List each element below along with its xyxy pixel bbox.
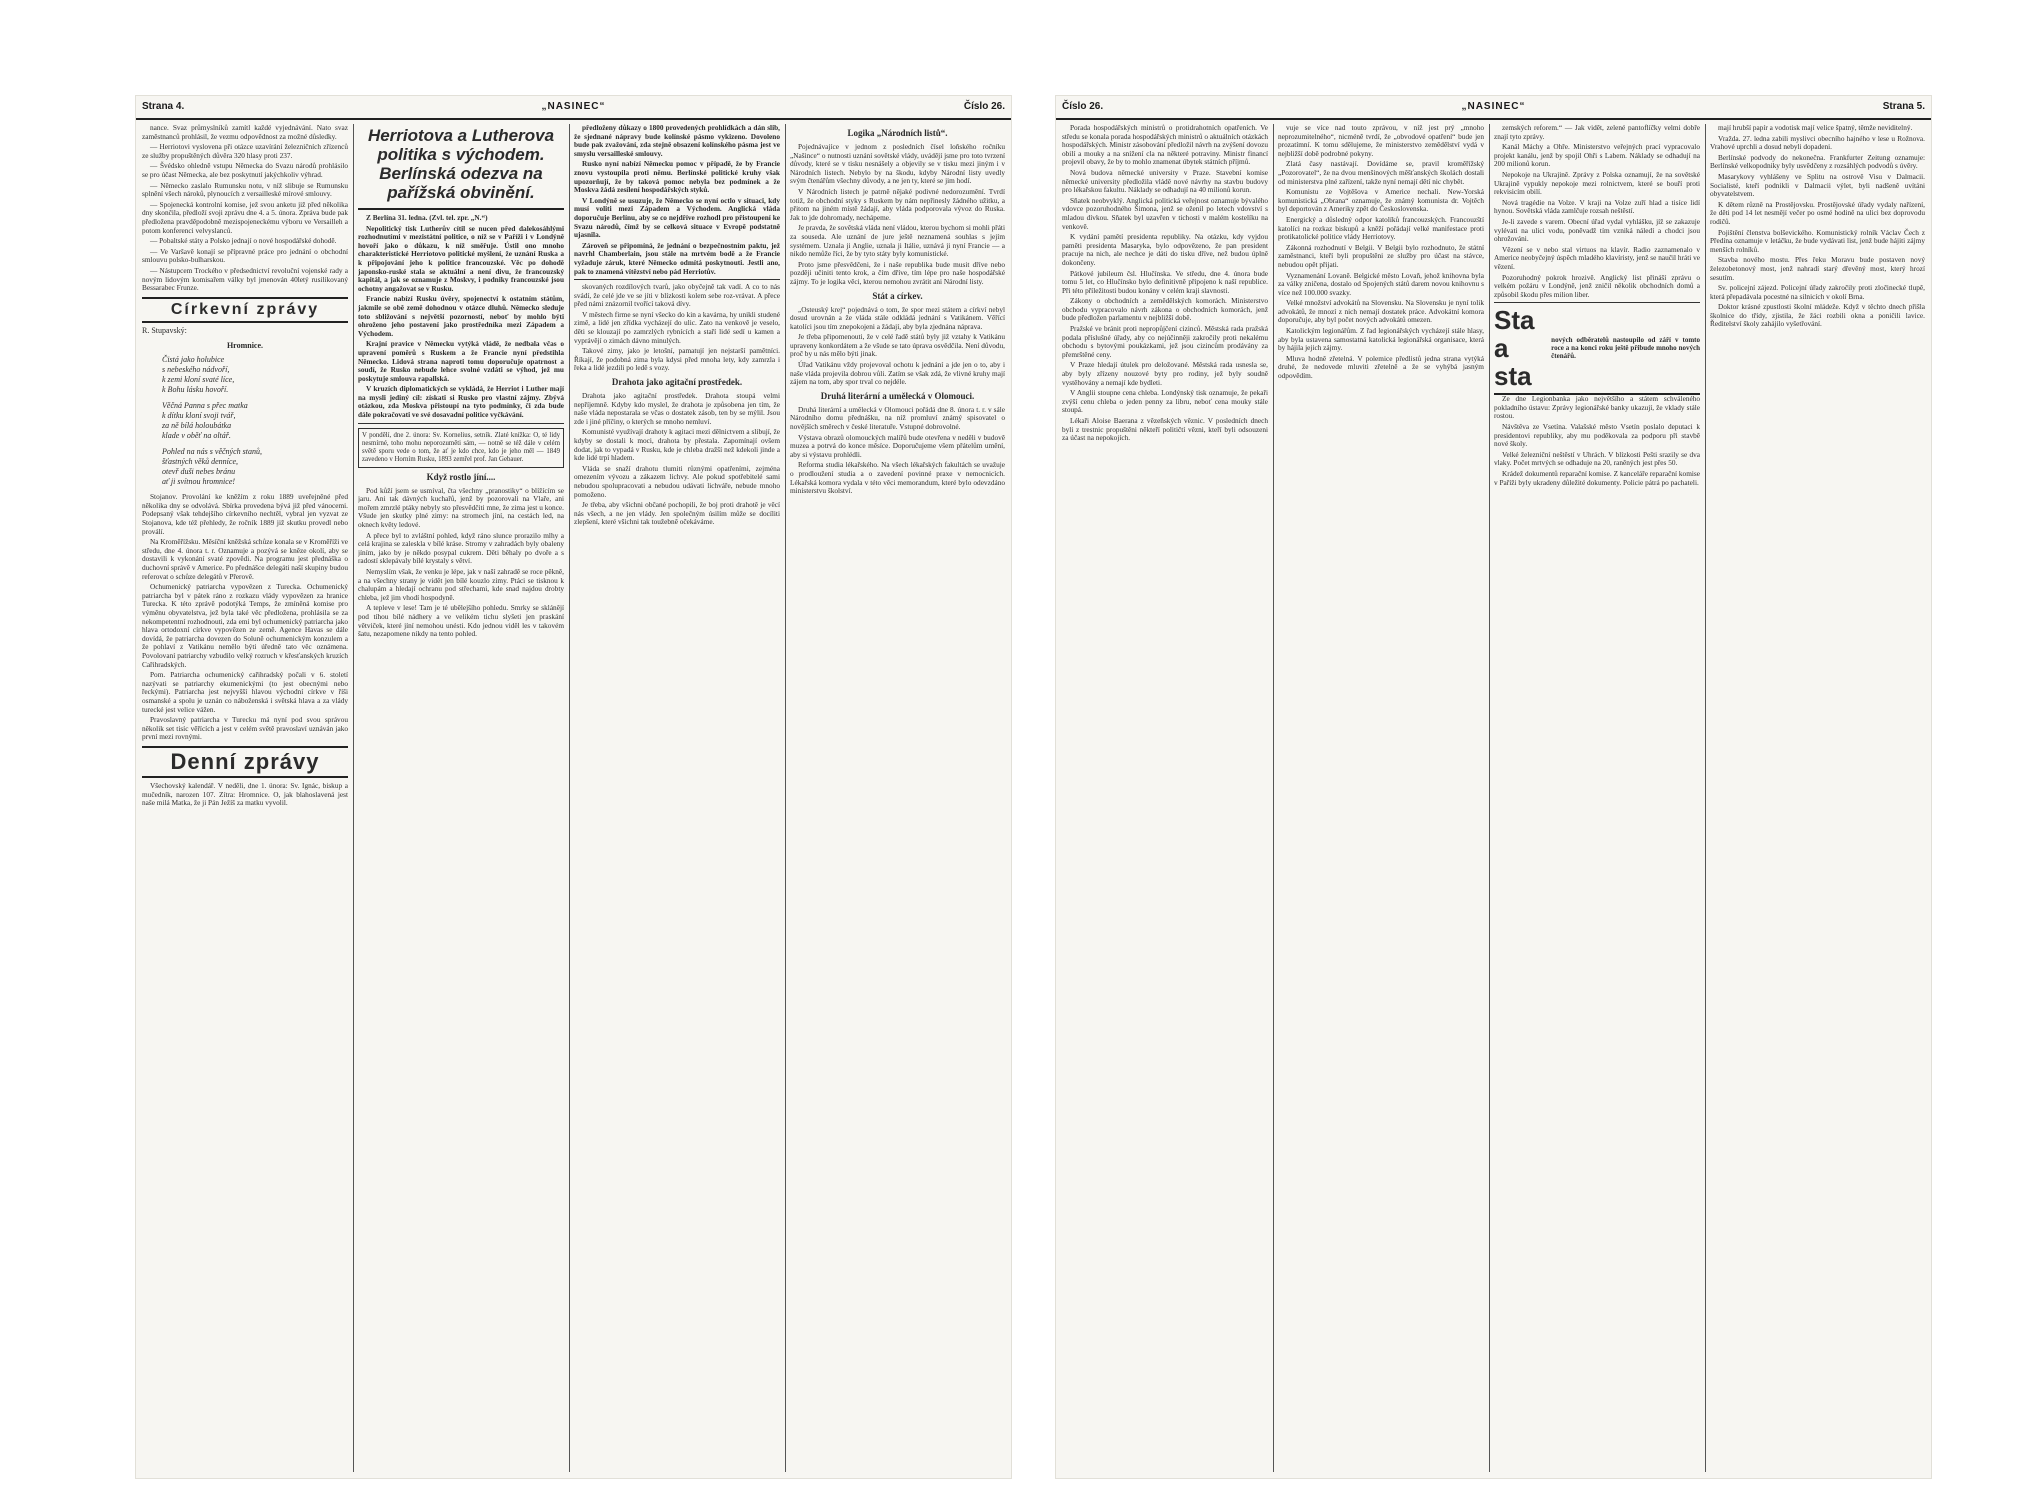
article-paragraph: Rusko nyní nabízí Německu pomoc v případě, že by Francie znovu vystoupila proti němu. Berlínské politické kruhy však upozorňují, že by taková pomoc nebyla bez podmínek a že Moskva žádá zesílení hospodářských styků.: [574, 159, 780, 195]
news-item: Masarykovy vyhlášeny ve Splitu na ostrově Visu v Dalmacii. Socialisté, kteří podnikli v Dalmacii výlet, byli nadšeně uvítáni obyvatelstvem.: [1710, 171, 1925, 199]
news-item: — Nástupcem Trockého v předsednictví revoluční vojenské rady a novým lidovým komisařem války byl jmenován 40letý rusilikovaný Bessarabec Frunze.: [142, 265, 348, 293]
divider: [574, 279, 780, 280]
news-item: Berlínské podvody do nekonečna. Frankfurter Zeitung oznamuje: Berlínské velkopodniky byly usvědčeny z rozsáhlých podvodů s úvěry.: [1710, 152, 1925, 171]
left-page-number: Strana 4.: [142, 101, 185, 112]
news-item: Energický a důsledný odpor katolíků francouzských. Francouzští katolíci na rozkaz biskupů a kněží pořádají velké manifestace proti protikatolické politice vlády Herriotovy.: [1278, 214, 1484, 242]
article-paragraph: V Londýně se usuzuje, že Německo se nyní octlo v situaci, kdy musí voliti mezi Západem a Východem. Anglická vláda doporučuje Berlínu, aby se co nejdříve rozhodl pro přistoupení ke Svazu národů, čímž by se celková situace v Evropě podstatně ujasnila.: [574, 195, 780, 240]
right-page-header: [1056, 96, 1931, 120]
news-item: Mluva hodně zřetelná. V polemice předlistů jedna strana vytýká druhé, že nedovede mluviti zřetelně a že se vyhýbá jasným odpovědím.: [1278, 353, 1484, 381]
divider: [358, 423, 564, 424]
left-column-1: [142, 124, 348, 1472]
poem-line: k Bohu lásku hovoří.: [162, 385, 229, 395]
article-paragraph: Zároveň se připomíná, že jednání o bezpečnostním paktu, jež navrhl Chamberlain, jsou stále na mrtvém bodě a že Francie vyžaduje záruk, které Německo odmítá poskytnouti. Jestli ano, pak to znamená vítězství nebo pád Herriotův.: [574, 240, 780, 276]
story-paragraph: Pod kůží jsem se usmíval, čta všechny „pranostiky“ o blížícím se jaru. Ani tak dávných kuchařů, jenž by pozorovali na Vlaře, ani mořem zmrzlé ptáky nebyly sto přesvědčiti mne, že zima jest u konce. Všude jen skutky plné zimy: na stromech jíní, na cestách led, na oknech květy ledové.: [358, 485, 564, 530]
news-item: Nová budova německé university v Praze. Stavební komise německé university předložila vládě nové návrhy na stavbu budovy pro lékařskou fakultu. Náklady se odhadují na 40 milionů korun.: [1062, 167, 1268, 195]
poem-line: za ně bílá holoubátka: [162, 421, 232, 431]
column-rule: [569, 124, 570, 1472]
news-item: — Herriotovi vyslovena při otázce uzavírání železničních zřízenců ze služby propuštěných důvěra 320 hlasy proti 237.: [142, 142, 348, 160]
right-masthead: „NASINEC“: [1461, 101, 1526, 112]
right-column-1: [1062, 124, 1268, 1472]
divider: [1494, 302, 1700, 303]
headline-line-1: Herriotova a Lutherova politika s východem.: [367, 126, 555, 164]
news-item: Doktor krásné zpustlosti školní mládeže. Když v těchto dnech přišla školnice do třídy, zjistila, že žáci rozbili okna a poničili lavice. Ředitelství školy zahájilo vyšetřování.: [1710, 302, 1925, 329]
left-issue-number: Číslo 26.: [963, 101, 1005, 112]
story-paragraph: Nemyslím však, že venku je lépe, jak v naší zahradě se roce pěkně, a na všechny strany je vidět jen bílé kouzlo zimy. Ptáci se tisknou k chalupám a hledají ochranu pod střechami, kde snad najdou drobty chleba, jež jim vhodí hospodyně.: [358, 567, 564, 602]
church-news-item: Stojanov. Provolání ke kněžím z roku 1889 uveřejněné před několika dny se odvolává. Sbírka provedena bývá již před vánocemi. Podepsaný však tehdejšího církevního nechtěl, vybral jen vyzvat ze Stojanova, kde též přehledy, že ročník 1889 již skutku provedl nebo proválí.: [142, 492, 348, 536]
article-paragraph: Nepolitický tisk Lutherův cítil se nucen před dalekosáhlými rozhodnutími v mezistátní politice, o níž se v Paříži i v Londýně hovoří jako o důkazu, k níž směřuje. Ústil ono mnoho charakteristické Herriotovo politické myšlení, že uznání Ruska a k připojování jeho k politice francouzské. Věc po dohodě japonsko-ruské stala se aktuální a není divu, že francouzský kapitál, a jak se oznamuje z Moskvy, i podniky francouzské jsou ochotny angažovat se v Rusku.: [358, 223, 564, 293]
column-rule: [785, 124, 786, 1472]
poem-line: Pohled na nás s věčných stanů,: [162, 447, 262, 457]
left-column-3: [574, 124, 780, 1472]
news-item: Pozoruhodný pokrok hrozivě. Anglický list přináší zprávu o velkém požáru v Londýně, jenž zničil několik obchodních domů a způsobil škodu přes milion liber.: [1494, 272, 1700, 299]
article-paragraph: Komunisté využívají drahoty k agitaci mezi dělnictvem a slibují, že kdyby se dostali k moci, drahota by přestala. Zapomínají ovšem dodat, jak to vypadá v Rusku, kde je chleba dražší než kdekoli jinde a kde lidé trpí hladem.: [574, 427, 780, 463]
poem-line: šťastných věků denníce,: [162, 457, 238, 467]
left-page-header: [136, 96, 1011, 120]
banner-headline: Sta a sta: [1494, 305, 1535, 392]
news-item: mají hrubší papír a vodotisk mají velice špatný, těmže neviditelný.: [1718, 124, 1913, 132]
poem-line: klade v oběť na oltář.: [162, 431, 231, 441]
col-intro: nance. Svaz průmyslníků zamítl každé vyjednávání. Nato svaz zaměstnanců prohlásil, že vezmu odpovědnost za možné důsledky.: [142, 124, 348, 141]
right-column-4: [1710, 124, 1925, 1472]
news-item: Katolickým legionářům. Z řad legionářských vycházejí stále hlasy, aby byla ustavena samostatná katolická legionářská organisace, která by hájila jejich zájmy.: [1278, 326, 1484, 353]
subscription-banner: [1494, 306, 1700, 395]
article-paragraph: Úřad Vatikánu vždy projevoval ochotu k jednání a jde jen o to, aby i naše vláda projevila dobrou vůli. Zatím se však zdá, že vlivné kruhy mají zájem na tom, aby spor trval co nejdéle.: [790, 360, 1005, 387]
news-item: Komunistu ze Vojtěšova v Americe nechali. New-Yorská komunistická „Obrana“ oznamuje, že známý komunista dr. Vojtěch byl deportován z Ameriky zpět do Československa.: [1278, 187, 1484, 214]
article-paragraph: „Osteuský krej“ pojednává o tom, že spor mezi státem a církví nebyl dosud urovnán a že vláda stále odkládá jednání s Vatikánem. Věřící katolíci jsou tím znepokojeni a žádají, aby byla zjednána náprava.: [790, 304, 1005, 331]
news-item: Sňatek neobvyklý. Anglická politická veřejnost oznamuje bývalého vdovce pozoruhodného Šimona, jenž se oženil po letech vdovství s mladou dívkou. Sňatek byl uzavřen v tichosti v malém kostelíku na venkově.: [1062, 195, 1268, 231]
news-item: K vydání pamětí presidenta republiky. Na otázku, kdy vyjdou paměti presidenta Masaryka, bylo odpovězeno, že pan president pracuje na nich, ale nechce je dáti do tisku dříve, než budou úplně dokončeny.: [1062, 232, 1268, 267]
article-paragraph: Krajní pravice v Německu vytýká vládě, že nedbala včas o upravení poměrů s Ruskem a že Francie nyní předstihla Německo. Lidová strana naproti tomu doporučuje opatrnost a soudí, že Rusko nebude lehce svolné vzdáti se výhod, jež mu poskytuje smlouva rapallská.: [358, 339, 564, 383]
section-heading-church: Církevní zprávy: [142, 297, 348, 323]
poem-title: Hromnice.: [226, 341, 264, 351]
article-paragraph: V kruzích diplomatických se vykládá, že Herriot i Luther mají na mysli jediný cíl: získati si Rusko pro vlastní zájmy. Zbývá otázkou, zda Moskva přistoupí na tyto podmínky, či zda bude dále pokračovati ve své dosavadní politice vyčkávání.: [358, 384, 564, 420]
left-masthead: „NASINEC“: [541, 101, 606, 112]
poem-line: s nebeského nádvoří,: [162, 365, 230, 375]
news-item: — Ve Varšavě konají se přípravné práce pro jednání o obchodní smlouvu polsko-bulharskou.: [142, 246, 348, 265]
right-page-number: Strana 5.: [1882, 101, 1925, 112]
poem: [162, 341, 348, 487]
news-item: Návštěva ze Vsetína. Valašské město Vsetín poslalo deputaci k presidentovi republiky, aby mu poděkovala za podporu při stavbě nové školy.: [1494, 422, 1700, 449]
article-paragraph: Reforma studia lékařského. Na všech lékařských fakultách se uvažuje o prodloužení studia a o zavedení povinné praxe v nemocnicích. Lékařská komora vydala v této věci memorandum, které bylo odevzdáno ministerstvu školství.: [790, 460, 1005, 496]
left-column-4: [790, 124, 1005, 1472]
article-title: Drahota jako agitační prostředek.: [611, 377, 743, 388]
dateline: Z Berlína 31. ledna. (Zvl. tel. zpr. „N.“): [366, 213, 488, 222]
article-paragraph: Je třeba, aby všichni občané pochopili, že boj proti drahotě je věcí nás všech, a ne jen vlády. Jen společným úsilím může se docíliti zlepšení, které všichni tak toužebně očekáváme.: [574, 500, 780, 527]
calendar-note: Všechovský kalendář. V neděli, dne 1. února: Sv. Ignác, biskup a mučedník, narozen 107. Zítra: Hromnice. O, jak blahoslavená jest naše milá Matka, že ji Pán Ježíš za matku vyvolil.: [142, 780, 348, 808]
article-paragraph: Je pravda, že sovětská vláda není vládou, kterou bychom si mohli přáti za souseda. Ale uznání de jure ještě neznamená souhlas s jejím systémem. Uznala ji Anglie, uznala ji Itálie, uznává ji nyní Francie — a nikdo nemůže říci, že by tyto státy byly komunistické.: [790, 223, 1005, 259]
news-item: Pátkové jubileum čsl. Hlučínska. Ve středu, dne 4. února bude tomu 5 let, co Hlučínsko bylo definitivně připojeno k naší republice. Při této příležitosti budou konány v celém kraji slavnosti.: [1062, 268, 1268, 295]
article-title: Logika „Národních listů“.: [847, 128, 948, 138]
poem-line: k dítku kloní svoji tvář,: [162, 411, 236, 421]
story-paragraph: V městech firme se nyní všecko do kin a kavárna, hy unikli studené zimě, a lidé jen zřídka vycházejí do ulic. Zato na venkově je veselo, děti se klouzají po zamrzlých rybnících a staří lidé sedí u kamen a vyprávějí o zimách dávno minulých.: [574, 309, 780, 345]
article-paragraph: předloženy důkazy o 1800 provedených prohlídkách a dán slib, že sjednané nápravy bude kolínské pásmo vykizeno. Dovoleno bude pak zvažování, zda stejně obsazení kolínského pásma jest ve smyslu versailleské smlouvy.: [574, 124, 780, 158]
article-title: Druhá literární a umělecká v Olomouci.: [820, 390, 975, 401]
news-item: Pražské ve bránit proti nepropůjčení cizinců. Městská rada pražská podala příslušné úřady, aby co nejúčinněji zakročily proti nekalému obchodu s bytovými poukázkami, jež jsou cizincům prodávány za přemrštěné ceny.: [1062, 324, 1268, 359]
right-issue-number: Číslo 26.: [1062, 101, 1104, 112]
right-column-2: [1278, 124, 1484, 1472]
news-item: Krádež dokumentů reparační komise. Z kanceláře reparační komise v Paříži byly ukradeny důležité dokumenty. Policie pátrá po pachateli.: [1494, 469, 1700, 487]
headline: [358, 124, 564, 210]
church-news-item: Pom. Patriarcha ochumenický cařihradský počali v 6. století nazývati se patriarchy ekumenickými (to jest obecnými nebo řeckými). Patriarcha jest nejvyšší hlavou východní církve v říši osmanské a spolu je uznán co náboženská i světská hlava a za vlády turecké jest velice vážen.: [142, 670, 348, 714]
poem-line: otevř duši nebes bránu: [162, 467, 236, 477]
article-paragraph: Vláda se snaží drahotu tlumiti různými opatřeními, zejména omezením vývozu a zákazem lichvy. Ale pokud spotřebitelé sami nebudou spolupracovati a nebudou udávati lichváře, nebude mnoho pomoženo.: [574, 463, 780, 499]
news-item: Je-li zavede s varem. Obecní úřad vydal vyhlášku, jíž se zakazuje vylévati na ulici vodu, poněvadž tím vzniká náledí a chodci jsou ohrožováni.: [1494, 216, 1700, 244]
column-rule: [1705, 124, 1706, 1472]
news-item: Zákonná rozhodnutí v Belgii. V Belgii bylo rozhodnuto, že státní zaměstnanci, kteří byli propuštěni ze služby pro účast na stávce, nebudou opět přijati.: [1278, 242, 1484, 269]
news-item: Sv. policejní zájezd. Policejní úřady zakročily proti zločinecké tlupě, která přepadávala pocestné na silnicích v okolí Brna.: [1710, 283, 1925, 301]
news-item: — Německo zaslalo Rumunsku notu, v níž slibuje se Rumunsku splnění všech nároků, plynoucích z versailleské mírové smlouvy.: [142, 180, 348, 199]
news-item: V Anglii stoupne cena chleba. Londýnský tisk oznamuje, že pekaři zvýší cenu chleba o jeden penny za libru, neboť cena mouky stále stoupá.: [1062, 388, 1268, 415]
right-column-3: [1494, 124, 1700, 1472]
news-item: Vězení se v nebo stal virtuos na klavír. Radio zaznamenalo v Americe neobyčejný úspěch mladého klavíristy, jenž se naučil hráti ve vězení.: [1494, 244, 1700, 271]
story-paragraph: A tepleve v lese! Tam je té ubělejšího pohledu. Smrky se sklánějí pod tíhou bílé nádhery a ve velikém tichu slyšeti jen praskání větviček, které jíní nemohou unésti. Kdo jednou viděl les v takovém šatu, nezapomene nikdy na tento pohled.: [358, 603, 564, 639]
article-paragraph: Proto jsme přesvědčeni, že i naše republika bude musit dříve nebo později učiniti tento krok, a čím dříve, tím lépe pro naše hospodářské zájmy. To je logika věci, kterou nemohou zvrátit ani Národní listy.: [790, 259, 1005, 286]
news-item: Velké železniční neštěstí v Uhrách. V blízkosti Pešti srazily se dva vlaky. Počet mrtvých se odhaduje na 20, raněných jest přes 50.: [1494, 449, 1700, 468]
church-news-item: Pravoslavný patriarcha v Turecku má nyní pod svou správou několik set tisíc věřících a jest v celém světě pravoslaví uznáván jako první mezi rovnými.: [142, 715, 348, 742]
article-paragraph: V Národních listech je patrně nějaké podivné nedorozumění. Tvrdí totiž, že obchodní styky s Ruskem by nám nepřinesly žádného užitku, a přitom na jiném místě žádají, aby vláda podporovala vývoz do Ruska. Jak to jde dohromady, nechápeme.: [790, 186, 1005, 222]
banner-note: nových odběratelů nastoupilo od září v tomto roce a na konci roku ještě přibude mnoho nových čtenářů.: [1551, 336, 1700, 361]
news-item: vuje se více nad touto zprávou, v níž jest prý „mnoho neprozumitelného“, nicméně tvrdí, že „obvodové opatření“ bude jen prozatímní. K tomu sdělujeme, že ministerstvo zemědělství vydá v nejbližší době podrobné pokyny.: [1278, 124, 1484, 158]
news-item: Porada hospodářských ministrů o protidrahotních opatřeních. Ve středu se konala porada hospodářských ministrů o aktuálních otázkách hospodářských. Ministr zásobování předložil návrh na zvýšení dovozu obilí a mouky a na snížení cla na některé potraviny. Ministr financí projevil obavy, že by to mohlo znamenat úbytek státních příjmů.: [1062, 124, 1268, 167]
poem-line: k zemi kloní svaté líce,: [162, 375, 235, 385]
news-item: zemských reforem.“ — Jak vidět, zelené pantoflíčky velmi dobře znají tyto zprávy.: [1494, 124, 1700, 141]
article-paragraph: Druhá literární a umělecká v Olomouci pořádá dne 8. února t. r. v sále Národního domu přednášku, na níž promluví známý spisovatel o novějších směrech v české literatuře. Vstupné dobrovolné.: [790, 404, 1005, 432]
news-item: Velké množství advokátů na Slovensku. Na Slovensku je nyní tolik advokátů, že mnozí z nich nemají dostatek práce. Advokátní komora doporučuje, aby byl počet nových advokátů omezen.: [1278, 298, 1484, 325]
news-item: — Švédsko ohledně vstupu Německa do Svazu národů prohlásilo se pro účast Německa, ale bez poskytnutí jakýchkoliv výhrad.: [142, 161, 348, 179]
column-rule: [1273, 124, 1274, 1472]
church-news-item: Na Kroměřížsku. Měsíční kněžská schůze konala se v Kroměříži ve středu, dne 4. února t. r. Oznamuje a pozývá se kněze okolí, aby se dostavili k vykonání svaté zpovědi. Na programu jest přednáška o duchovní správě v Americe. Po přednášce delegáti naší skupiny budou referovat o schůze delegátů v Přerově.: [142, 537, 348, 581]
news-item: Vražda. 27. ledna zabili myslivci obecního hajného v lese u Rožnova. Vrahové uprchli a dosud nebyli dopadeni.: [1710, 133, 1925, 152]
news-item: — Pobaltské státy a Polsko jednají o nové hospodářské dohodě.: [150, 236, 337, 246]
article-paragraph: Výstava obrazů olomouckých malířů bude otevřena v neděli v budově muzea a potrvá do konce měsíce. Doporučujeme všem přátelům umění, aby si výstavu prohlédli.: [790, 432, 1005, 459]
news-item: Nová tragédie na Volze. V kraji na Volze zuří hlad a tisíce lidí hynou. Sovětská vláda zamlčuje rozsah neštěstí.: [1494, 197, 1700, 216]
article-paragraph: Drahota jako agitační prostředek. Drahota stoupá velmi nepříjemně. Kdyby kdo myslel, že drahota je způsobena jen tím, že naše vláda nepostarala se včas o dostatek zásob, ten by se mýlil. Jsou zde i jiné příčiny, o kterých se mnoho nemluví.: [574, 391, 780, 426]
news-item: Lékaři Aloise Baerana z vězeňských věznic. V posledních dnech byli z trestnic propuštěni někteří političtí vězni, kteří byli odsouzeni za účast na nepokojích.: [1062, 416, 1268, 443]
article-paragraph: Francie nabízí Rusku úvěry, spojenectví k ostatním státům, jakmile se obě země dohodnou v otázce dluhů. Německo sleduje toto sbližování s největší pozorností, neboť by mohlo býti ohroženo jeho postavení jako prostředníka mezi Západem a Východem.: [358, 294, 564, 338]
column-rule: [1489, 124, 1490, 1472]
left-page: [136, 96, 1011, 1478]
news-item: Kanál Máchy a Ohře. Ministerstvo veřejných prací vypracovalo projekt kanálu, jenž by spojil Ohři s Labem. Náklady se odhadují na 200 milionů korun.: [1494, 142, 1700, 169]
news-item: Nepokoje na Ukrajině. Zprávy z Polska oznamují, že na sovětské Ukrajině vypukly nepokoje mezi rolnictvem, které se bouří proti rekvisicím obilí.: [1494, 169, 1700, 197]
news-item: — Spojenecká kontrolní komise, jež svou anketu již před několika dny skončila, předloží svoji zprávu dne 4. a 5. února. Zpráva bude pak předložena pravděpodobně mezispojeneckému výboru ve Versailleh a potom konferenci velvyslanců.: [142, 199, 348, 235]
headline-line-2: Berlínská odezva na pařížská obvinění.: [379, 164, 543, 202]
article-paragraph: Pojednávajíce v jednom z posledních čísel loňského ročníku „Našince“ o nutnosti uznání sovětské vlády, uvádějí jsme pro toto tvrzení důvody, které se v tisku nesnášely a objevily se v tisku mezi jiným i v Národních listech. Nebylo by na škodu, kdyby Národní listy uvedly svým čtenářům všechny důvody, a ne jen ty, které se jim hodí.: [790, 142, 1005, 186]
news-item: Vyznamenání Lovaně. Belgické město Lovaň, jehož knihovna byla za války zničena, dostalo od Spojených států darem novou knihovnu s více než 100.000 svazky.: [1278, 270, 1484, 297]
news-item: Zákony o obchodních a zemědělských komorách. Ministerstvo obchodu vypracovalo návrh zákona o obchodních komorách, jenž bude předložen parlamentu v nejbližší době.: [1062, 296, 1268, 323]
poem-line: ať ji svítnou hromnice!: [162, 477, 236, 487]
story-paragraph: Takové zimy, jako je letošní, pamatují jen nejstarší pamětníci. Říkají, že podobná zima byla kdysi před mnoha lety, kdy zamrzla i řeka a lidé jezdili po ledě s vozy.: [574, 346, 780, 373]
article-title: Stát a církev.: [872, 290, 923, 301]
story-title: Když rostlo jíní....: [426, 471, 496, 482]
left-column-2: [358, 124, 564, 1472]
poem-author: R. Stupavský:: [142, 325, 187, 335]
news-item: Pojištění členstva bolševického. Komunistický rolník Václav Čech z Předína oznamuje v letáčku, že bude vydávati list, jenž bude hájiti zájmy menších rolníků.: [1710, 227, 1925, 254]
right-page: [1056, 96, 1931, 1478]
poem-line: Věčná Panna s přec matka: [162, 401, 248, 411]
story-paragraph: A přece byl to zvláštní pohled, když ráno slunce prorazilo mlhy a celá krajina se zaleskla v bílé kráse. Stromy v zahradách byly obaleny jíním, jako by je někdo posypal cukrem. Děti běhaly po dvoře a s radostí sklepávaly bílé krystaly s větví.: [358, 530, 564, 566]
news-item: K dětem různě na Prostějovsku. Prostějovské úřady vydaly nařízení, že děti pod 14 let nesmějí večer po osmé hodině na ulici bez doprovodu rodičů.: [1710, 199, 1925, 226]
church-news-item: Ochumenický patriarcha vypovězen z Turecka. Ochumenický patriarcha byl v pátek ráno z rozkazu vlády vypovězen za hranice Turecka. K této zprávě podotýká Temps, že zmíněná komise pro výměnu obyvatelstva, jež byla také věc předložena, prohlásila se za nekompetentní rozhodnouti, zda emi byl ochumenický patriarcha jako hlava ortodoxní církve vypovězen ze země. Agence Havas se dále dovídá, že patriarcha dovezen do Soluně ochumenickým konzulem a že pohlaví z Vatikánu nemělo býti úředně tato věc oznámena. Povolovaní patriarchy vzbudilo velký rozruch v křesťanských kruzích Cařihradských.: [142, 582, 348, 669]
news-item: Zlatá časy nastávají. Dovídáme se, pravil kroměřížský „Pozorovatel“, že na dvou menšinových měšťanských školách dostali od ministerstva plné zařízení, takže nyní nemají dětí nic chybět.: [1278, 159, 1484, 186]
section-heading-daily: Denní zprávy: [142, 746, 348, 778]
calendar-box: V pondělí, dne 2. února: Sv. Kornelius, setník. Zlaté knížka: O, té lidy nesmírné, toho mohu neporozuměti sám, — notně se též dále v celém světě sporu vede o tom, že ať je kdo chce, kdo je jeho měl — 1849 zavedeno v Horním Rusku, 1893 zemřel prof. Jan Gebauer.: [358, 428, 564, 468]
news-item: V Praze hledají útulek pro deložované. Městská rada usnesla se, aby byly zřízeny nouzové byty pro rodiny, jež byly soudně vystěhovány a nemají kde bydleti.: [1062, 360, 1268, 387]
story-paragraph: skovaných rozdílových tvarů, jako obyčejně tak vadí. A co to nás svádí, že celé jde ve se jíti v blízkosti kolem sebe roz-vrávat. A přece před námi znázornil tvořící taková dívy.: [574, 282, 780, 309]
poem-line: Čistá jako holubice: [162, 355, 225, 365]
column-rule: [353, 124, 354, 1472]
news-item: Stavba nového mostu. Přes řeku Moravu bude postaven nový železobetonový most, jenž nahradí starý dřevěný most, který hrozí sesutím.: [1710, 255, 1925, 282]
news-item: Ze dne Legionbanka jako největšího a státem schváleného pokladního ústavu: Zprávy legionářské banky ukazují, že vklady stále rostou.: [1494, 394, 1700, 421]
article-paragraph: Je třeba připomenouti, že v celé řadě států byly již vztahy k Vatikánu upraveny konkordátem a že všude se tato úprava osvědčila. Není důvodu, proč by u nás mělo býti jinak.: [790, 332, 1005, 359]
